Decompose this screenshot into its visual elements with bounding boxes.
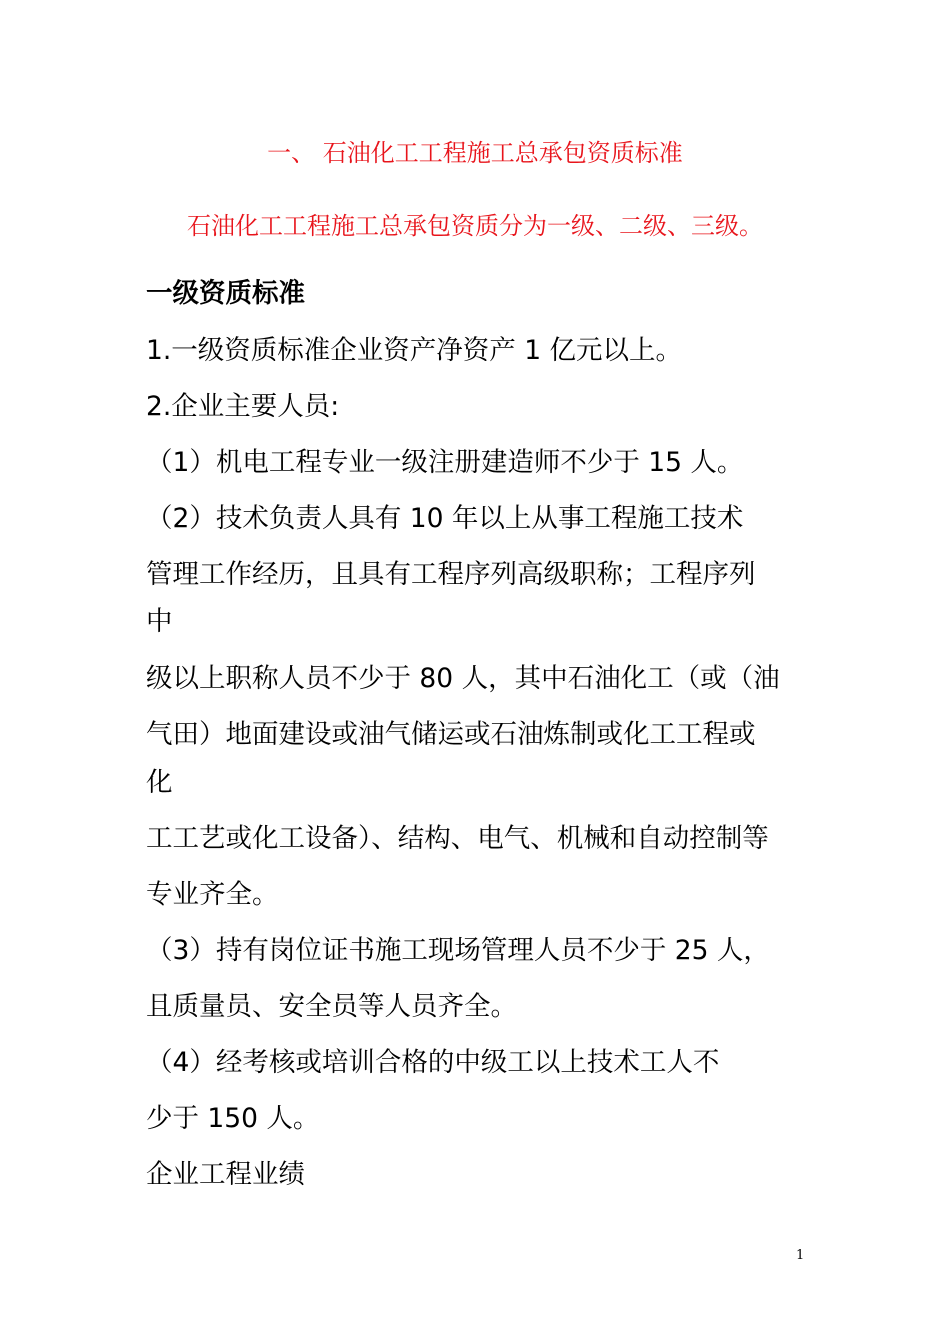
text-line: 少于 150 人。 [146, 1103, 320, 1134]
text-line: （1）机电工程专业一级注册建造师不少于 15 人。 [146, 447, 744, 478]
text-line: 工工艺或化工设备）、结构、电气、机械和自动控制等 [146, 823, 769, 854]
text-line: 化 [146, 767, 173, 798]
text-line: （4）经考核或培训合格的中级工以上技术工人不 [146, 1047, 720, 1078]
text-line: 1.一级资质标准企业资产净资产 1 亿元以上。 [146, 335, 682, 366]
intro-paragraph: 石油化工工程施工总承包资质分为一级、二级、三级。 [187, 212, 763, 240]
text-line: 级以上职称人员不少于 80 人，其中石油化工（或（油 [146, 663, 780, 694]
text-line: 且质量员、安全员等人员齐全。 [146, 991, 517, 1022]
text-line: （2）技术负责人具有 10 年以上从事工程施工技术 [146, 503, 744, 534]
page-number: 1 [796, 1248, 805, 1263]
text-line: （3）持有岗位证书施工现场管理人员不少于 25 人， [146, 935, 770, 966]
text-line: 中 [146, 606, 173, 637]
text-line: 企业工程业绩 [146, 1159, 305, 1190]
section-heading: 一级资质标准 [146, 278, 305, 309]
document-title: 一、 石油化工工程施工总承包资质标准 [267, 139, 683, 167]
text-line: 管理工作经历，且具有工程序列高级职称；工程序列 [146, 559, 756, 590]
text-line: 专业齐全。 [146, 879, 279, 910]
text-line: 2.企业主要人员: [146, 391, 340, 422]
text-line: 气田）地面建设或油气储运或石油炼制或化工工程或 [146, 719, 756, 750]
